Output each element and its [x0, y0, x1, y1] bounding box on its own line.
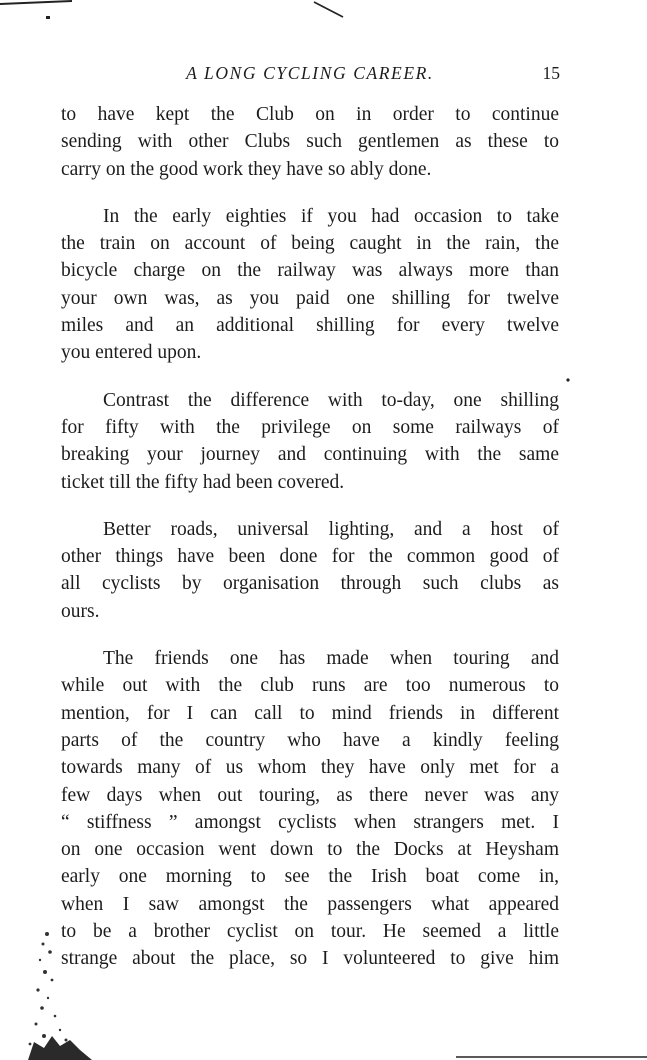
text-line: on one occasion went down to the Docks at Heysham: [61, 839, 559, 861]
text-line: Contrast the difference with to-day, one shilling: [103, 389, 559, 411]
text-line: for fifty with the privilege on some railways of: [61, 416, 559, 438]
paragraph: [61, 101, 559, 183]
paragraph: [61, 516, 559, 625]
text-line: ours.: [61, 600, 100, 622]
text-line: the train on account of being caught in the rain, the: [61, 233, 559, 255]
text-line: strange about the place, so I volunteered to give him: [61, 948, 559, 970]
text-line: “ stiffness ” amongst cyclists when strangers met. I: [61, 811, 559, 833]
text-line: In the early eighties if you had occasion to take: [103, 205, 559, 227]
text-line: miles and an additional shilling for every twelve: [61, 315, 559, 337]
text-line: parts of the country who have a kindly feeling: [61, 729, 559, 751]
text-line: early one morning to see the Irish boat come in,: [61, 866, 559, 888]
text-line: when I saw amongst the passengers what appeared: [61, 893, 559, 915]
text-line: bicycle charge on the railway was always more than: [61, 260, 559, 282]
page-number: 15: [542, 63, 560, 83]
text-line: while out with the club runs are too numerous to: [61, 675, 559, 697]
text-line: towards many of us whom they have only met for a: [61, 757, 559, 779]
running-header: [60, 63, 560, 89]
running-title: A LONG CYCLING CAREER.: [186, 63, 434, 83]
text-line: ticket till the fifty had been covered.: [61, 471, 345, 493]
body-text: [61, 101, 559, 993]
paragraph: [61, 645, 559, 973]
text-line: sending with other Clubs such gentlemen as these to: [61, 131, 559, 153]
text-line: all cyclists by organisation through such clubs as: [61, 573, 559, 595]
text-line: to be a brother cyclist on tour. He seemed a little: [61, 921, 559, 943]
text-line: other things have been done for the common good of: [61, 546, 559, 568]
text-line: carry on the good work they have so ably done.: [61, 158, 432, 180]
text-line: Better roads, universal lighting, and a host of: [103, 518, 559, 540]
text-line: you entered upon.: [61, 342, 202, 364]
text-line: few days when out touring, as there never was any: [61, 784, 559, 806]
text-line: The friends one has made when touring and: [103, 648, 559, 670]
text-line: mention, for I can call to mind friends in different: [61, 702, 559, 724]
paragraph: [61, 203, 559, 367]
text-line: breaking your journey and continuing with the same: [61, 444, 559, 466]
text-line: to have kept the Club on in order to continue: [61, 104, 559, 125]
text-line: your own was, as you paid one shilling for twelve: [61, 287, 559, 309]
paragraph: [61, 387, 559, 496]
